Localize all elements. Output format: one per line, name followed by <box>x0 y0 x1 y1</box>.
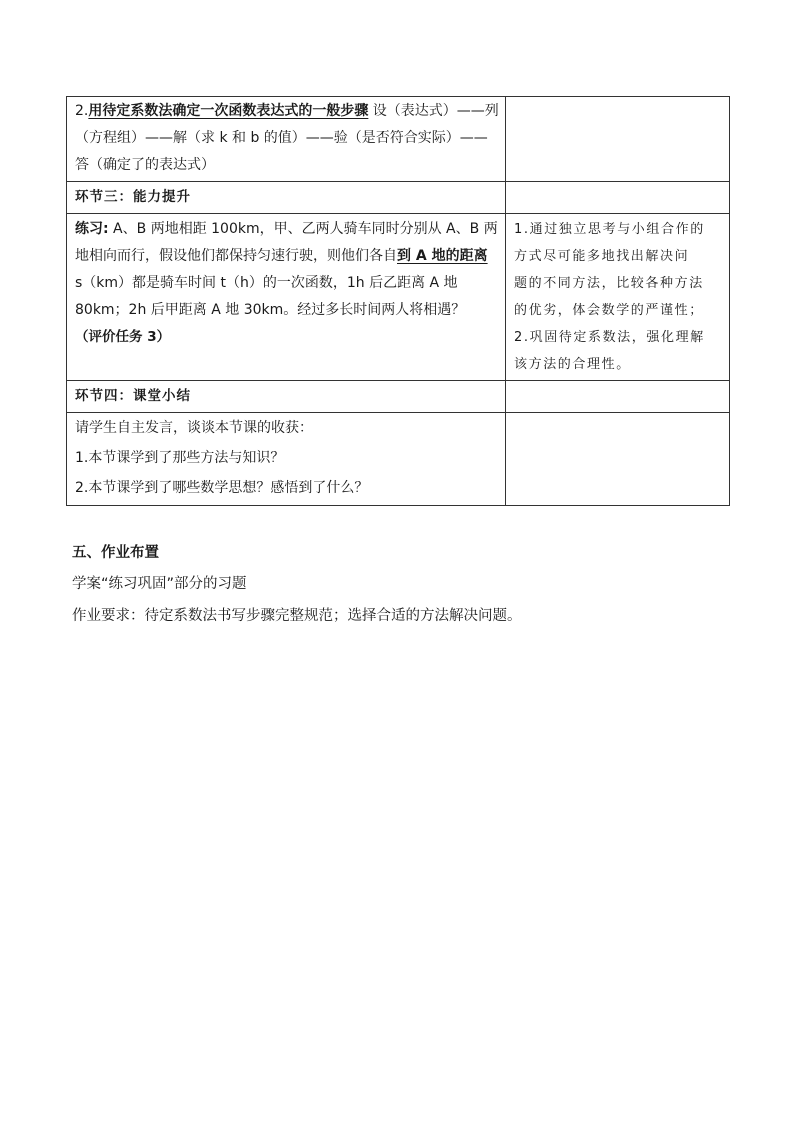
section3-side-cell <box>506 182 730 214</box>
exercise-text2: s（km）都是骑车时间 t（h）的一次函数，1h 后乙距离 A 地 80km；2h 后甲距离 A 地 30km。经过多长时间两人将相遇？ <box>75 275 466 318</box>
lesson-plan-table <box>66 96 730 506</box>
steps-body: 设（表达式）——列（方程组）——解（求 k 和 b 的值）——验（是否符合实际）——答（确定了的表达式） <box>75 103 499 173</box>
steps-side-cell <box>506 97 730 182</box>
note-line: 题的不同方法，比较各种方法 <box>514 276 704 291</box>
steps-cell <box>67 97 506 182</box>
steps-prefix: 2. <box>75 103 89 119</box>
section4-row <box>67 381 730 413</box>
exercise-cell <box>67 214 506 381</box>
section3-title: 环节三：能力提升 <box>67 182 506 214</box>
evaluation-task: （评价任务 3） <box>75 329 171 345</box>
summary-side-cell <box>506 413 730 506</box>
section4-title: 环节四：课堂小结 <box>67 381 506 413</box>
section3-row <box>67 182 730 214</box>
note-line: 的优劣，体会数学的严谨性； <box>514 303 704 318</box>
steps-row <box>67 97 730 182</box>
summary-question-1: 1.本节课学到了那些方法与知识？ <box>75 450 285 466</box>
summary-cell <box>67 413 506 506</box>
exercise-label: 练习: <box>75 221 109 237</box>
homework-line-2: 作业要求：待定系数法书写步骤完整规范；选择合适的方法解决问题。 <box>72 608 522 624</box>
homework-heading: 五、作业布置 <box>72 545 159 561</box>
section4-side-cell <box>506 381 730 413</box>
summary-row <box>67 413 730 506</box>
note-line: 2.巩固待定系数法，强化理解 <box>514 330 705 345</box>
exercise-row <box>67 214 730 381</box>
exercise-notes-cell <box>506 214 730 381</box>
note-line: 方式尽可能多地找出解决问 <box>514 249 690 264</box>
exercise-underline: 到 A 地的距离 <box>397 248 488 264</box>
summary-intro: 请学生自主发言，谈谈本节课的收获： <box>75 420 313 436</box>
homework-line-1: 学案“练习巩固”部分的习题 <box>72 576 247 592</box>
summary-question-2: 2.本节课学到了哪些数学思想？感悟到了什么？ <box>75 480 369 496</box>
exercise-text1: A、B 两地相距 100km，甲、乙两人骑车同时分别从 A、B 两地相向而行，假设他们都保持匀速行驶，则他们各自 <box>75 221 498 264</box>
steps-title: 用待定系数法确定一次函数表达式的一般步骤 <box>88 103 369 119</box>
note-line: 1.通过独立思考与小组合作的 <box>514 222 705 237</box>
note-line: 该方法的合理性。 <box>514 357 631 372</box>
